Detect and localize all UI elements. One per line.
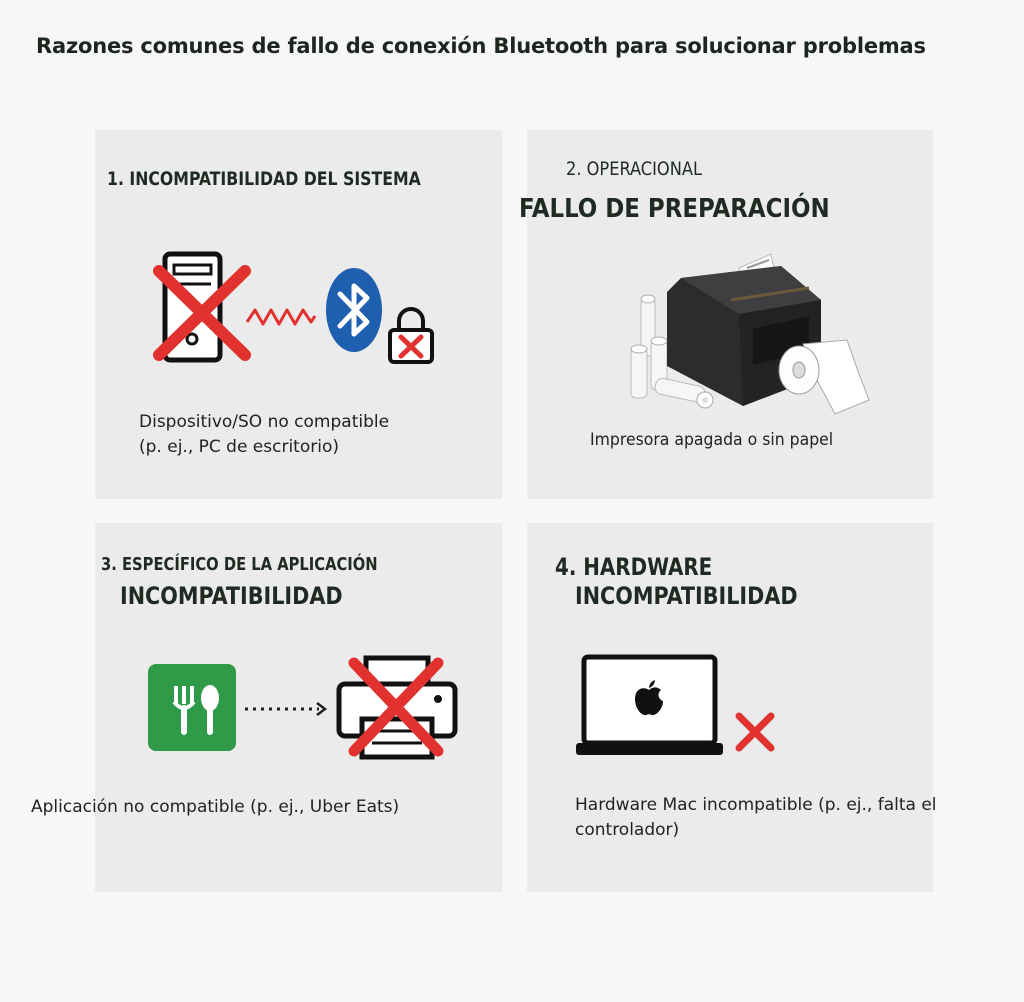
caption-line-1: Hardware Mac incompatible (p. ej., falta el: [575, 795, 937, 815]
caption-line-1: Impresora apagada o sin papel: [590, 430, 834, 449]
food-app-icon: [148, 664, 236, 751]
caption-line-2: (p. ej., PC de escritorio): [139, 437, 339, 457]
panel-2-caption: [590, 427, 833, 452]
panel-1-caption: [139, 410, 389, 460]
caption-line-2: controlador): [575, 820, 680, 840]
bluetooth-icon: [325, 266, 383, 354]
panel-4-subheading: INCOMPATIBILIDAD: [575, 582, 798, 610]
paper-roll-icon: [777, 336, 873, 416]
red-x-icon: [735, 712, 775, 752]
red-x-icon: [153, 265, 253, 361]
page-title: Razones comunes de fallo de conexión Bluetooth para solucionar problemas: [36, 34, 926, 58]
panel-2-heading: 2. OPERACIONAL: [566, 158, 703, 180]
panel-2-subheading: FALLO DE PREPARACIÓN: [519, 194, 830, 224]
caption-line-1: Aplicación no compatible (p. ej., Uber Eats): [31, 797, 400, 817]
red-x-icon: [346, 655, 446, 759]
lock-icon: [387, 306, 435, 364]
panel-operational: [519, 130, 933, 499]
panel-app-incompatibility: [31, 523, 502, 892]
apple-logo-icon: [633, 679, 665, 717]
panel-3-caption: [31, 795, 399, 820]
zigzag-signal-icon: [245, 304, 317, 330]
panel-hardware-incompatibility: [527, 523, 937, 892]
caption-line-1: Dispositivo/SO no compatible: [139, 412, 390, 432]
dotted-arrow-icon: [243, 701, 331, 717]
panel-system-incompatibility: [95, 130, 502, 499]
panel-3-subheading: INCOMPATIBILIDAD: [120, 582, 343, 610]
panel-4-heading: 4. HARDWARE: [555, 553, 713, 581]
panel-4-caption: [575, 793, 1024, 843]
panel-3-heading: 3. ESPECÍFICO DE LA APLICACIÓN: [101, 554, 378, 575]
panel-1-heading: 1. INCOMPATIBILIDAD DEL SISTEMA: [107, 168, 421, 190]
